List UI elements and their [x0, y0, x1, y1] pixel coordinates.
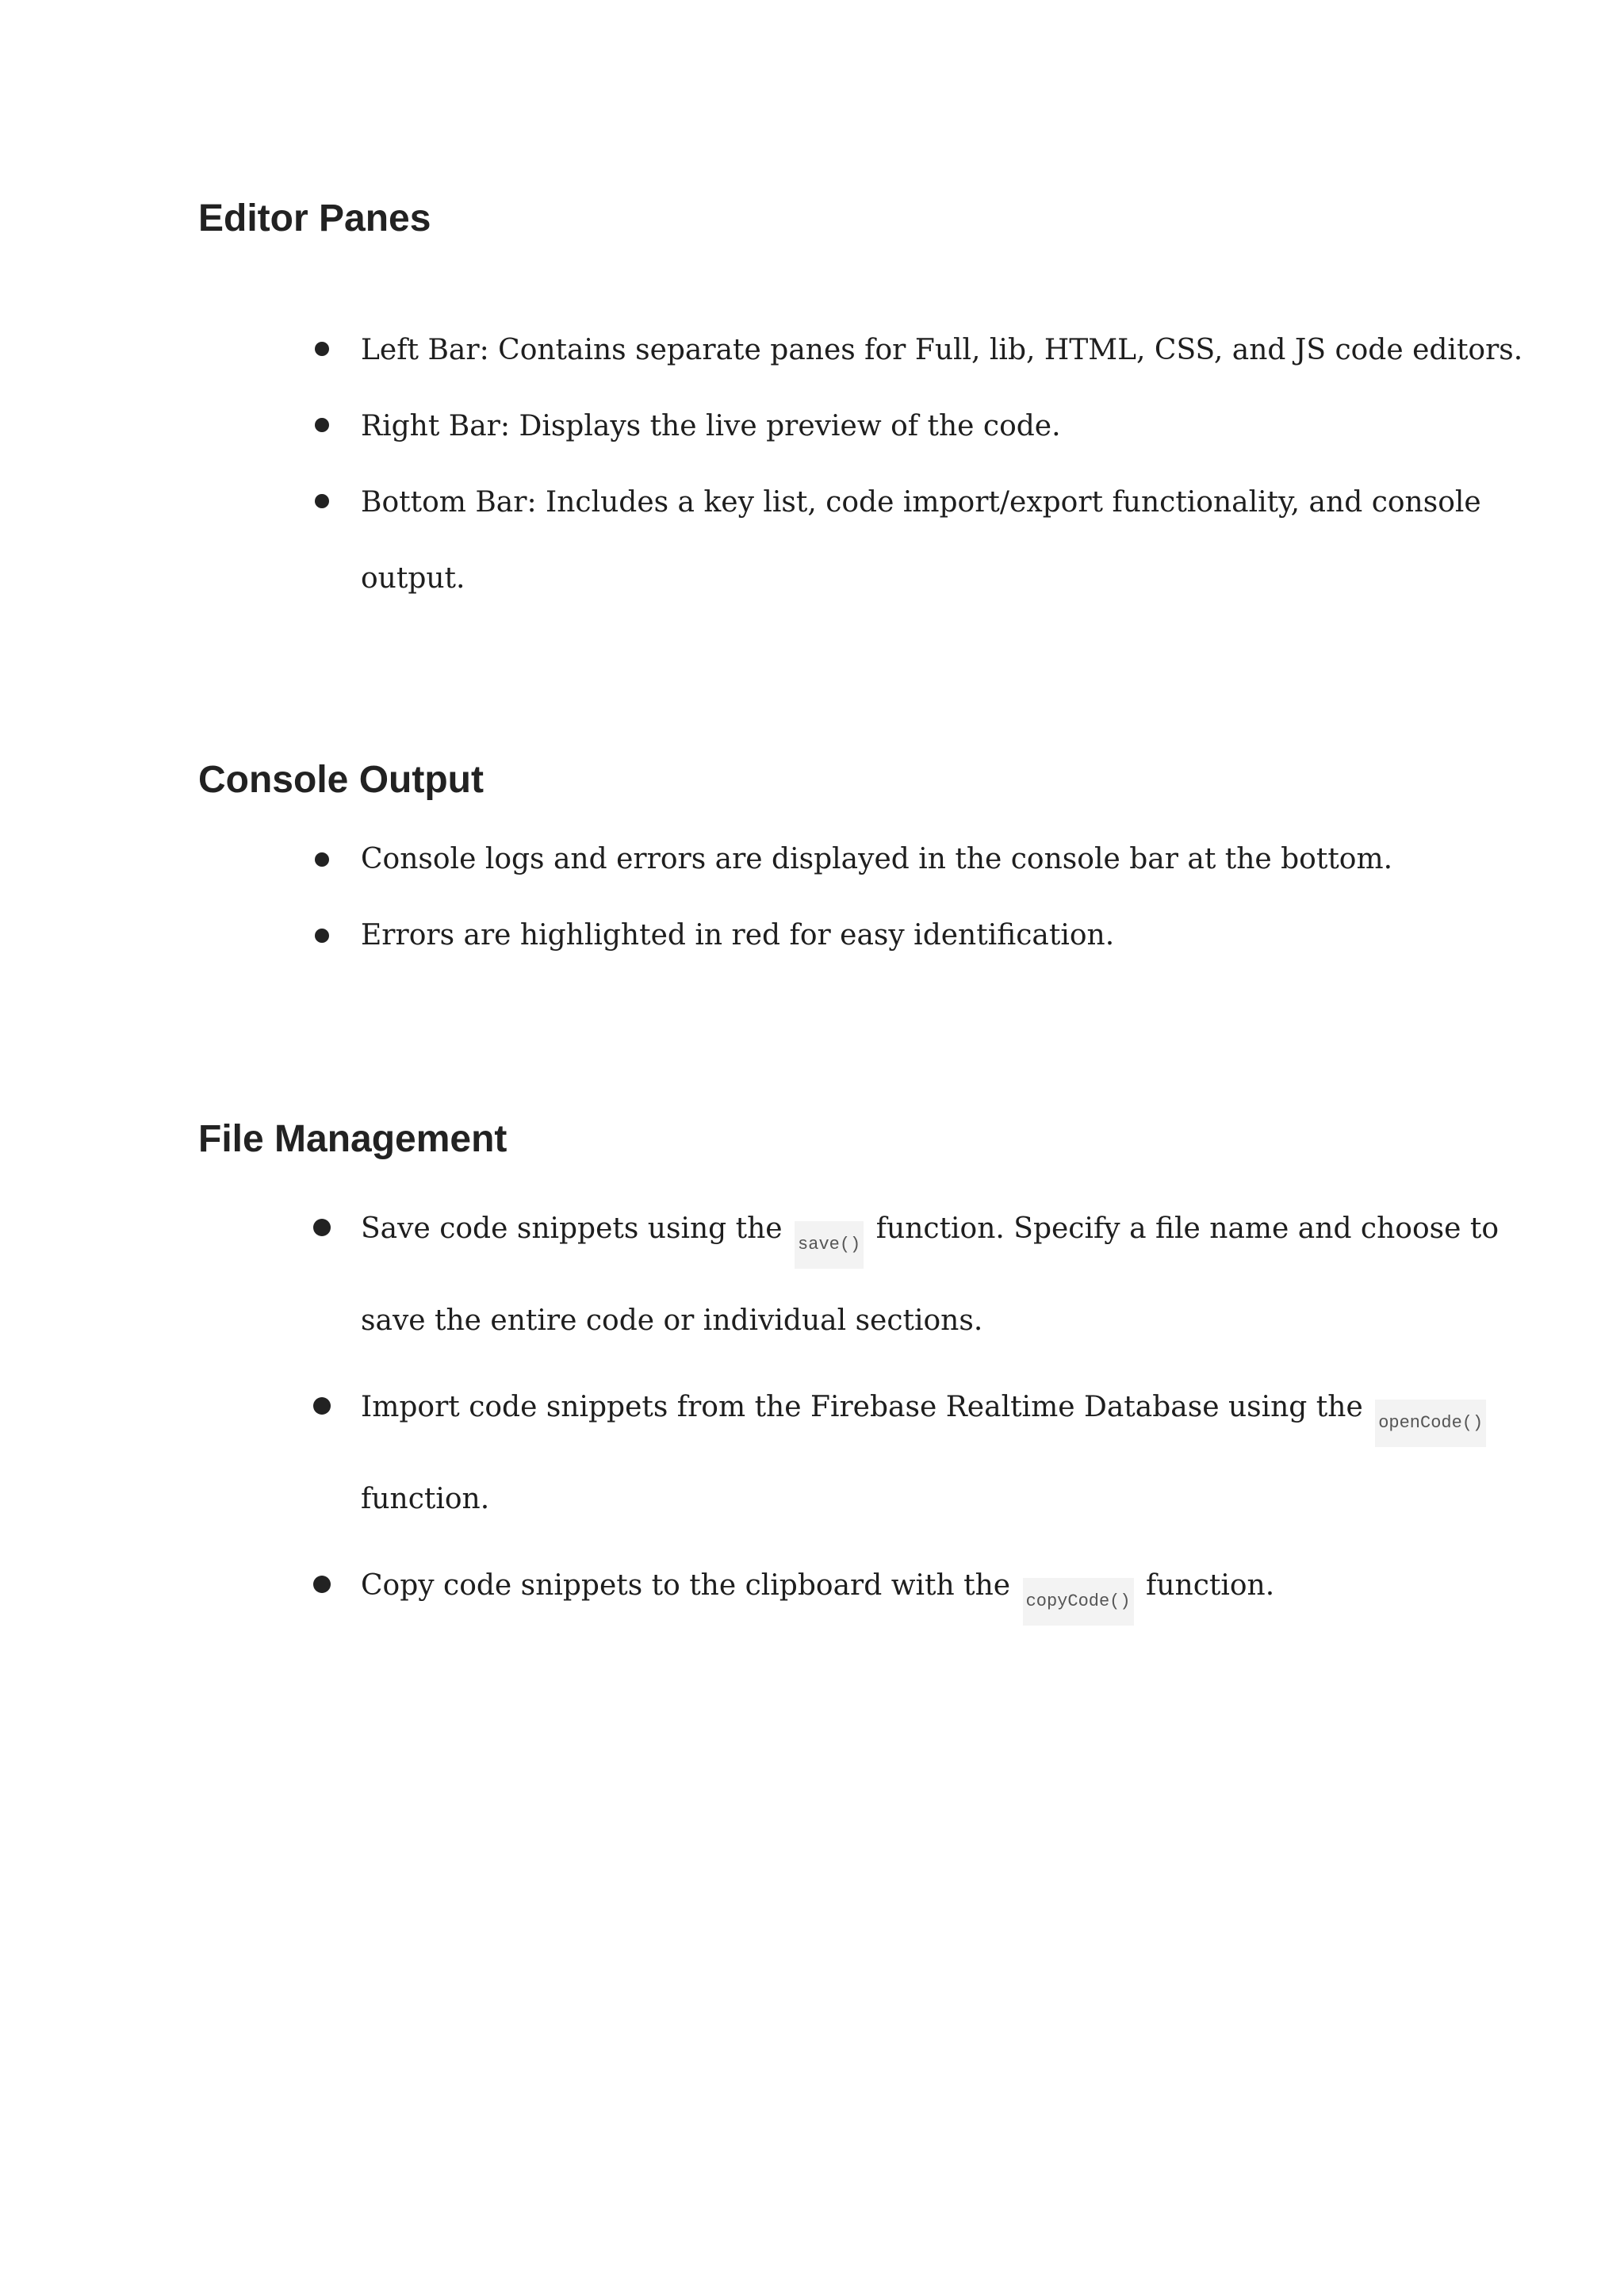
- list-item: [361, 821, 1511, 898]
- bullet-icon: [313, 1397, 331, 1415]
- list-item-text: Console logs and errors are displayed in the console bar at the bottom.: [361, 843, 1393, 875]
- list-item: [361, 898, 1511, 974]
- section-heading-console-output: Console Output: [198, 759, 484, 801]
- bullet-icon: [315, 418, 329, 432]
- bullet-icon: [315, 929, 329, 943]
- list-item-text-after: function. Specify a file name and choose to: [867, 1212, 1499, 1245]
- bullet-icon: [315, 342, 329, 356]
- list-item-text-continued: function.: [361, 1483, 490, 1515]
- list-item: [361, 1540, 1511, 1632]
- list-item-text-after: function.: [1136, 1569, 1275, 1602]
- list-item: [361, 1183, 1511, 1367]
- list-item-text: Errors are highlighted in red for easy identification.: [361, 919, 1115, 952]
- list-item-text: Left Bar: Contains separate panes for Full, lib, HTML, CSS, and JS code editors.: [361, 334, 1523, 366]
- section-heading-editor-panes: Editor Panes: [198, 197, 431, 239]
- list-item: [361, 465, 1511, 617]
- list-item: [361, 389, 1511, 465]
- list-item-text: Right Bar: Displays the live preview of the code.: [361, 410, 1061, 442]
- list-item-text-continued: save the entire code or individual sections.: [361, 1304, 983, 1337]
- list-item-text: Bottom Bar: Includes a key list, code import/export functionality, and console: [361, 486, 1481, 519]
- inline-code-opencode: openCode(): [1375, 1400, 1486, 1447]
- list-item: [361, 1361, 1511, 1545]
- bullet-icon: [313, 1576, 331, 1593]
- bullet-icon: [313, 1219, 331, 1236]
- list-item: [361, 312, 1523, 389]
- section-heading-file-management: File Management: [198, 1118, 508, 1160]
- inline-code-save: save(): [795, 1221, 864, 1269]
- list-item-text-continued: output.: [361, 562, 465, 595]
- list-item-text: Save code snippets using the: [361, 1212, 792, 1245]
- list-item-text: Import code snippets from the Firebase Realtime Database using the: [361, 1391, 1373, 1423]
- bullet-icon: [315, 852, 329, 867]
- inline-code-copycode: copyCode(): [1023, 1578, 1134, 1626]
- list-item-text: Copy code snippets to the clipboard with the: [361, 1569, 1020, 1602]
- bullet-icon: [315, 494, 329, 508]
